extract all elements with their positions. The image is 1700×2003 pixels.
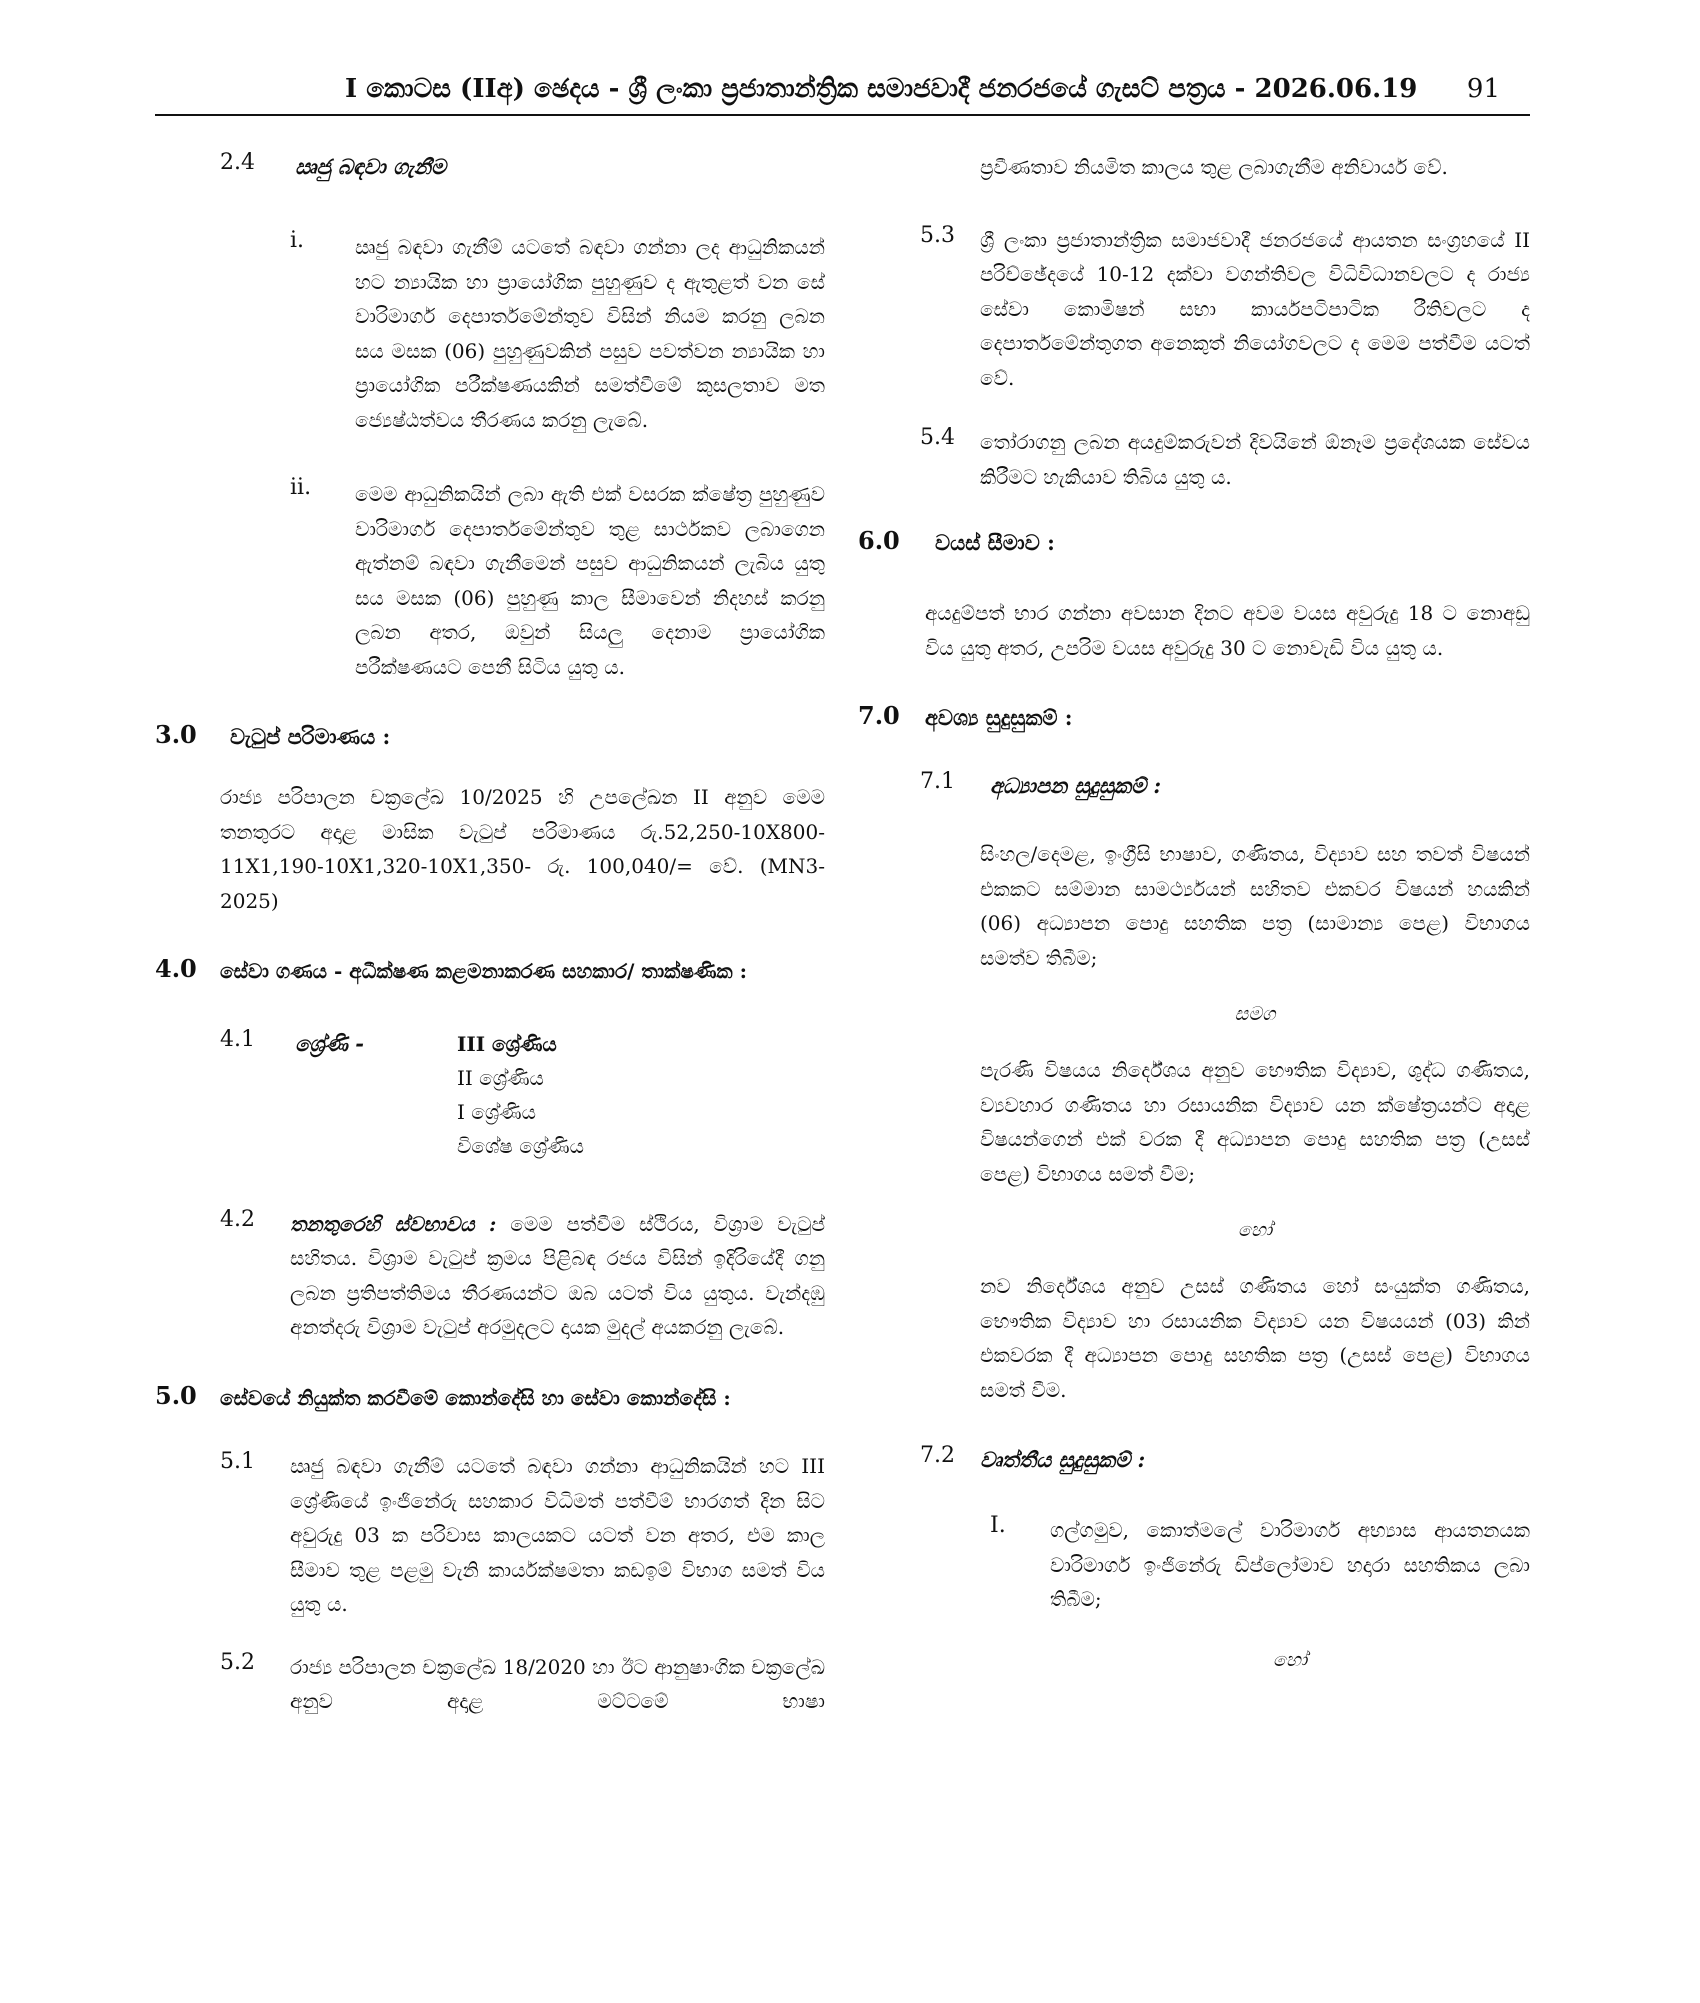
section-number: 3.0	[155, 720, 197, 749]
section-5-4	[850, 425, 1530, 494]
section-5-3	[850, 223, 1530, 396]
section-number: 4.2	[220, 1206, 255, 1232]
section-4-2	[155, 1207, 825, 1345]
section-7-1-heading	[850, 769, 1530, 809]
section-5-1	[155, 1449, 825, 1622]
grade-item: විශේෂ ශ්‍රේණිය	[457, 1133, 584, 1158]
salary-paragraph: රාජ්‍ය පරිපාලන චක්‍රලේඛ 10/2025 හි උපලේඛන II අනුව මෙම තනතුරට අදාළ මාසික වැටුප් පරිමාණය රු.52,250-10X800-11X1,190-10X1,320-10X1,350- රු. 100,040/= වේ. (MN3-2025)	[220, 785, 825, 913]
section-number: 7.2	[920, 1443, 955, 1468]
section-title: අවශ්‍ය සුදුසුකම් :	[925, 705, 1073, 730]
section-number: 7.0	[858, 701, 900, 730]
paragraph: සිංහල/දෙමළ, ඉංග්‍රීසි භාෂාව, ගණිතය, විද්‍යාව සහ තවත් විෂයන් එකකට සම්මාන සාමර්ථ්‍යයන් සහිතව එකවර විෂයන් හයකින් (06) අධ්‍යාපන පොදු සහතික පත්‍ර (සාමාන්‍ය පෙළ) විභාගය සමත්ව තිබීම;	[980, 842, 1530, 970]
section-5-2	[155, 1650, 825, 1719]
section-2-4-item-i	[155, 230, 825, 437]
paragraph: තෝරාගනු ලබන අයදුම්කරුවන් දිවයිනේ ඕනෑම ප්‍රදේශයක සේවය කිරීමට හැකියාව තිබිය යුතු ය.	[980, 430, 1530, 489]
section-4-1	[155, 1027, 825, 1163]
section-4-0-heading	[155, 954, 825, 989]
grade-item: II ශ්‍රේණිය	[457, 1065, 544, 1090]
paragraph: රාජ්‍ය පරිපාලන චක්‍රලේඛ 18/2020 හා ඊට ආනුෂාංගික චක්‍රලේඛ අනුව අදාළ මට්ටමේ භාෂා	[290, 1654, 825, 1713]
section-number: 5.1	[220, 1449, 255, 1474]
section-title: ඍජු බඳවා ගැනීම	[295, 154, 446, 179]
section-number: 4.0	[155, 954, 197, 983]
item-number: i.	[290, 228, 305, 253]
header-title: I කොටස (IIඅ) ඡෙදය - ශ්‍රී ලංකා ප්‍රජාතාන්ත්‍රික සමාජවාදී ජනරජයේ ගැසට් පත්‍රය - 2026.06.19	[345, 74, 1418, 104]
section-title: අධ්‍යාපන සුදුසුකම් :	[990, 773, 1162, 798]
conjunction-ho: හෝ	[1237, 1219, 1273, 1241]
section-number: 6.0	[858, 526, 900, 555]
section-3-0-heading	[155, 720, 825, 760]
section-7-0-heading	[850, 701, 1530, 741]
section-number: 7.1	[920, 769, 955, 794]
paragraph: මෙම ආධුනිකයින් ලබා ඇති එක් වසරක ක්ෂේත්‍ර පුහුණුව වාරිමාර්ග දෙපාර්තමේන්තුව තුළ සාර්ථකව ලබාගෙන ඇත්නම් බඳවා ගැනීමෙන් පසුව ආධුනිකයන් ලැබිය යුතු සය මසක (06) පුහුණු කාල සීමාවෙන් නිදහස් කරනු ලබන අතර, ඔවුන් සියලු දෙනාම ප්‍රායෝගික පරීක්ෂණයට පෙනී සිටිය යුතු ය.	[355, 482, 825, 679]
item-number: I.	[990, 1513, 1006, 1538]
item-number: ii.	[290, 475, 312, 500]
section-title: සේවයේ නියුක්ත කරවීමේ කොන්දේසි හා සේවා කොන්දේසි :	[220, 1385, 731, 1410]
conjunction-samaga: සමග	[1234, 1003, 1276, 1025]
grades-label: ශ්‍රේණි -	[295, 1030, 364, 1056]
grades-list	[457, 1027, 584, 1163]
paragraph: ඍජු බඳවා ගැනීම් යටතේ බඳවා ගන්නා ලද ආධුනිකයන් හට න්‍යායික හා ප්‍රායෝගික පුහුණුව ද ඇතුළත් වන සේ වාරිමාර්ග දෙපාර්තමේන්තුව විසින් නියම කරනු ලබන සය මසක (06) පුහුණුවකින් පසුව පවත්වන න්‍යායික හා ප්‍රායෝගික පරීක්ෂණයකින් සමත්වීමේ කුසලතාව මත ජ්‍යෙෂ්ඨත්වය තීරණය කරනු ලැබේ.	[355, 235, 825, 432]
section-7-2-item-i	[850, 1513, 1530, 1617]
section-number: 5.3	[920, 222, 955, 248]
right-column	[850, 150, 1530, 1677]
age-paragraph: අයදුම්පත් භාර ගන්නා අවසාන දිනට අවම වයස අවුරුදු 18 ට නොඅඩු විය යුතු අතර, උපරිම වයස අවුරුදු 30 ට නොවැඩි විය යුතු ය.	[925, 601, 1530, 660]
section-title: වයස් සීමාව :	[935, 530, 1055, 555]
paragraph: ඍජු බඳවා ගැනීම් යටතේ බඳවා ගන්නා ආධුනිකයින් හට III ශ්‍රේණියේ ඉංජිනේරු සහකාර විධිමත් පත්වීම් භාරගත් දින සිට අවුරුදු 03 ක පරිවාස කාලයකට යටත් වන අතර, එම කාල සීමාව තුළ පළමු වැනි කාර්යක්ෂමතා කඩඉම් විභාග සමත් විය යුතු ය.	[290, 1454, 825, 1616]
paragraph: ගල්ගමුව, කොත්මලේ වාරිමාර්ග අභ්‍යාස ආයතනයක වාරිමාර්ග ඉංජිනේරු ඩිප්ලෝමාව හදාරා සහතිකය ලබා තිබීම;	[1050, 1518, 1530, 1611]
conjunction-ho: හෝ	[1272, 1648, 1308, 1671]
left-column	[155, 150, 825, 1719]
inline-label: තනතුරෙහි ස්වභාවය :	[290, 1211, 497, 1236]
section-5-2-continued: ප්‍රවීණතාව නියමිත කාලය තුළ ලබාගැනීම අනිවාර්ය වේ.	[980, 155, 1448, 179]
section-title: වැටුප් පරිමාණය :	[230, 724, 391, 749]
paragraph: ශ්‍රී ලංකා ප්‍රජාතාන්ත්‍රික සමාජවාදී ජනරජයේ ආයතන සංග්‍රහයේ II පරිච්ඡේදයේ 10-12 දක්වා වගන්තිවල විධිවිධානවලට ද රාජ්‍ය සේවා කොමිෂන් සභා කාර්යපටිපාටික රීතිවලට ද දෙපාර්තමේන්තුගත අනෙකුත් නියෝගවලට ද මෙම පත්වීම යටත් වේ.	[980, 227, 1530, 390]
page-header	[155, 70, 1530, 116]
section-number: 2.4	[220, 150, 255, 175]
section-title: වෘත්තීය සුදුසුකම් :	[980, 1447, 1146, 1472]
grade-item: I ශ්‍රේණිය	[457, 1099, 537, 1124]
section-2-4-heading	[155, 150, 825, 194]
section-title: සේවා ගණය - අධීක්ෂණ කළමනාකරණ සහකාර/ තාක්ෂණික :	[220, 959, 748, 983]
section-number: 5.4	[920, 425, 955, 450]
paragraph	[290, 1207, 825, 1345]
paragraph: නව නිර්දේශය අනුව උසස් ගණිතය හෝ සංයුක්ත ගණිතය, භෞතික විද්‍යාව හා රසායනික විද්‍යාව යන විෂයයන් (03) කින් එකවරක දී අධ්‍යාපන පොදු සහතික පත්‍ර (උසස් පෙළ) විභාගය සමත් වීම.	[980, 1274, 1530, 1402]
inline-text: මෙම පත්වීම ස්ථිරය, විශ්‍රාම වැටුප් සහිතය. විශ්‍රාම වැටුප් ක්‍රමය පිළිබඳ රජය විසින් ඉදිරියේදී ගනු ලබන ප්‍රතිපත්තිමය තීරණයන්ට ඔබ යටත් විය යුතුය. වැන්දඹු අනත්දරු විශ්‍රාම වැටුප් අරමුදලට දායක මුදල් අයකරනු ලැබේ.	[290, 1211, 825, 1339]
section-6-0-heading	[850, 526, 1530, 566]
grade-item: III ශ්‍රේණිය	[457, 1031, 557, 1056]
section-number: 5.2	[220, 1649, 255, 1675]
section-5-0-heading	[155, 1381, 825, 1416]
section-number: 5.0	[155, 1380, 197, 1410]
section-2-4-item-ii	[155, 477, 825, 684]
section-7-2-heading	[850, 1443, 1530, 1483]
section-number: 4.1	[220, 1026, 255, 1052]
page-number: 91	[1466, 74, 1500, 104]
paragraph: පැරණි විෂයය නිර්දේශය අනුව භෞතික විද්‍යාව, ශුද්ධ ගණිතය, ව්‍යවහාර ගණිතය හා රසායනික විද්‍යාව යන ක්ෂේත්‍රයන්ට අදාළ විෂයන්ගෙන් එක් වරක දී අධ්‍යාපන පොදු සහතික පත්‍ර (උසස් පෙළ) විභාගය සමත් වීම;	[980, 1058, 1530, 1186]
